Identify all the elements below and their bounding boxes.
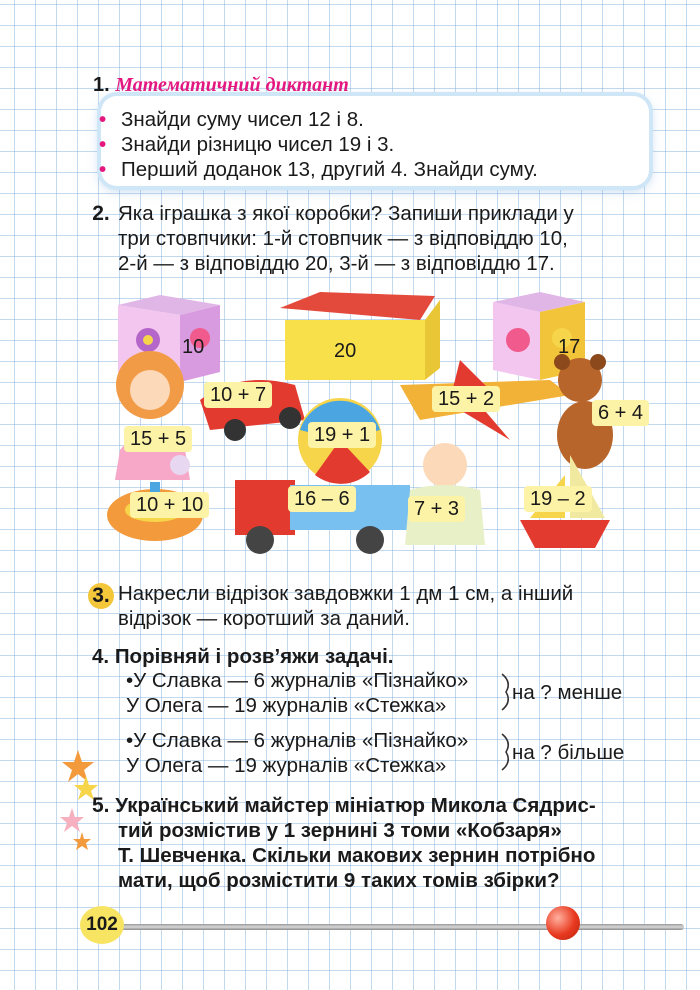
list-item: • Перший доданок 13, другий 4. Знайди суму. bbox=[99, 158, 538, 181]
toy-expression: 10 + 7 bbox=[204, 382, 272, 408]
toy-expression: 7 + 3 bbox=[408, 496, 465, 522]
doll-icon bbox=[115, 351, 190, 480]
task4-problem-a: •У Славка — 6 журналів «Пізнайко» У Олега — 19 журналів «Стежка» bbox=[126, 669, 469, 717]
task3-text: Накресли відрізок завдовжки 1 дм 1 см, а інший відрізок — коротший за даний. bbox=[118, 582, 574, 630]
toy-expression: 19 – 2 bbox=[524, 486, 592, 512]
box-label: 10 bbox=[182, 336, 205, 358]
task4-heading bbox=[92, 644, 394, 669]
task2-text: Яка іграшка з якої коробки? Запиши приклади у три стовпчики: 1-й стовпчик — з відповіддю 10, 2-й — з відповіддю 20, 3-й — з відповіддю 17. bbox=[118, 202, 574, 275]
toy-expression: 19 + 1 bbox=[308, 422, 376, 448]
task4-question-a: на ? менше bbox=[512, 681, 623, 704]
toy-expression: 15 + 2 bbox=[432, 386, 500, 412]
list-item: • Знайди суму чисел 12 і 8. bbox=[99, 108, 364, 131]
task1-list bbox=[99, 107, 538, 182]
page-number: 102 bbox=[80, 906, 124, 944]
list-item: • Знайди різницю чисел 19 і 3. bbox=[99, 133, 395, 156]
task5-number: 5. bbox=[92, 794, 110, 817]
box-label: 20 bbox=[334, 340, 357, 362]
task4-number: 4. bbox=[92, 645, 110, 668]
box-icon bbox=[280, 292, 440, 380]
footer-rule bbox=[118, 924, 684, 930]
toy-expression: 15 + 5 bbox=[124, 426, 192, 452]
toy-expression: 16 – 6 bbox=[288, 486, 356, 512]
task1-heading bbox=[93, 74, 349, 97]
task1-title: Математичний диктант bbox=[115, 74, 349, 96]
task5-text: 5. Український майстер мініатюр Микола Сядрис- тий розмістив у 1 зернині 3 томи «Кобзаря» Т. Шевченка. Скільки макових зернин потрібно мати, щоб розмістити 9 таких томів збірки? bbox=[92, 794, 596, 892]
ball-decoration-icon bbox=[546, 906, 580, 940]
baby-doll-icon bbox=[405, 443, 485, 545]
task2-number: 2. bbox=[92, 202, 110, 225]
task3-number: 3. bbox=[88, 583, 114, 609]
task4-problem-b: •У Славка — 6 журналів «Пізнайко» У Олега — 19 журналів «Стежка» bbox=[126, 729, 469, 777]
task1-number: 1. bbox=[93, 74, 110, 96]
task4-question-b: на ? більше bbox=[512, 741, 625, 764]
task4-title: Порівняй і розв’яжи задачі. bbox=[114, 645, 394, 668]
box-label: 17 bbox=[558, 336, 581, 358]
toy-expression: 6 + 4 bbox=[592, 400, 649, 426]
toy-expression: 10 + 10 bbox=[130, 492, 209, 518]
